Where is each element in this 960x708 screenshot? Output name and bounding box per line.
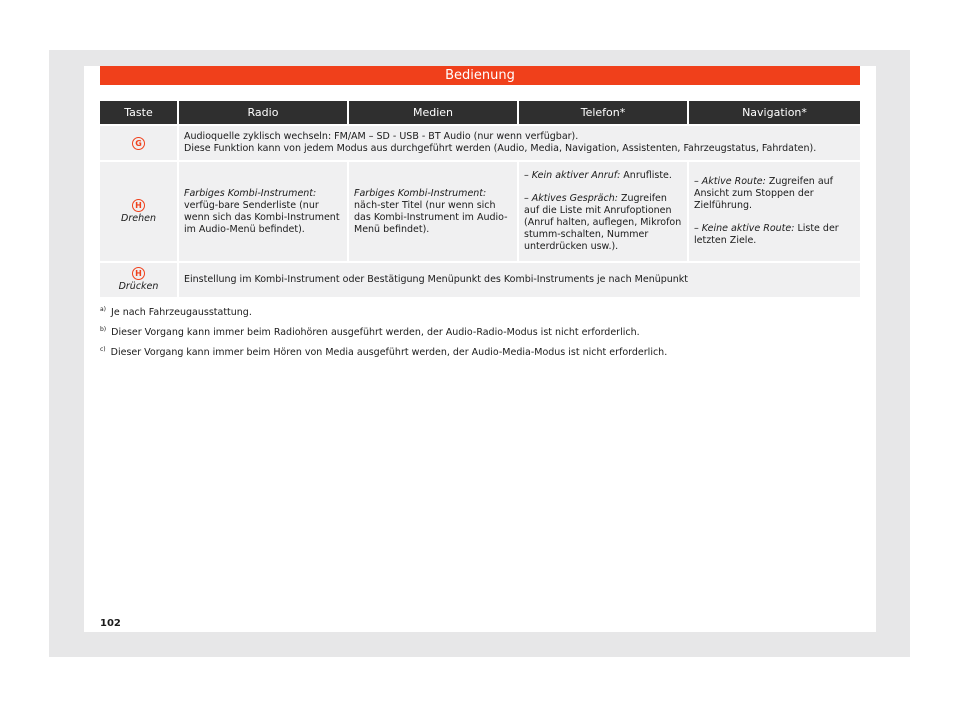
phone-turn-text-2: Zugreifen auf die Liste mit Anrufoptionen (Anruf halten, auflegen, Mikrofon stumm-schalten, Nummer unterdrücken usw.). [524, 193, 682, 252]
cell-radio-turn [178, 161, 348, 262]
table-row-h-turn [100, 161, 860, 262]
column-header-medien: Medien [348, 101, 518, 125]
column-header-telefon: Telefon* [518, 101, 688, 125]
footnote-mark: c) [100, 346, 106, 353]
nav-turn-label-2: Keine aktive Route: [701, 223, 795, 234]
table-row-g [100, 125, 860, 161]
footnote-b [100, 324, 860, 339]
key-cell-g [100, 125, 178, 161]
button-h-icon: H [132, 199, 145, 212]
phone-turn-text-1: Anrufliste. [620, 170, 672, 181]
row-g-line-1: Audioquelle zyklisch wechseln: FM/AM – SD - USB - BT Audio (nur wenn verfügbar). [184, 131, 579, 142]
column-header-navigation: Navigation* [688, 101, 860, 125]
cell-phone-turn [518, 161, 688, 262]
row-g-description [178, 125, 860, 161]
nav-turn-item-2 [694, 223, 855, 247]
button-g-icon: G [132, 137, 145, 150]
row-g-line-2: Diese Funktion kann von jedem Modus aus durchgeführt werden (Audio, Media, Navigation, Assistenten, Fahrzeugstatus, Fahrdaten). [184, 143, 817, 154]
column-header-radio: Radio [178, 101, 348, 125]
nav-turn-label-1: Aktive Route: [701, 176, 766, 187]
key-cell-h-turn [100, 161, 178, 262]
footnote-text: Je nach Fahrzeugausstattung. [111, 307, 252, 318]
cell-media-turn [348, 161, 518, 262]
cell-nav-turn [688, 161, 860, 262]
table-row-h-press [100, 262, 860, 297]
footnotes [100, 304, 860, 364]
page-number: 102 [100, 618, 121, 629]
footnote-mark: a) [100, 306, 107, 313]
nav-turn-text-2: Liste der letzten Ziele. [694, 223, 839, 246]
key-label-druecken: Drücken [118, 281, 159, 292]
key-cell-h-press [100, 262, 178, 297]
radio-turn-text: verfüg-bare Senderliste (nur wenn sich das Kombi-Instrument im Audio-Menü befindet). [184, 199, 340, 235]
footnote-text: Dieser Vorgang kann immer beim Radiohören ausgeführt werden, der Audio-Radio-Modus ist nicht erforderlich. [111, 327, 640, 338]
button-h-icon: H [132, 267, 145, 280]
nav-turn-text-1: Zugreifen auf Ansicht zum Stoppen der Zielführung. [694, 176, 834, 211]
media-turn-text: näch-ster Titel (nur wenn sich das Kombi-Instrument im Audio-Menü befindet). [354, 199, 508, 235]
table-header-row [100, 101, 860, 125]
footnote-text: Dieser Vorgang kann immer beim Hören von Media ausgeführt werden, der Audio-Media-Modus ist nicht erforderlich. [110, 347, 668, 358]
footnote-mark: b) [100, 326, 107, 333]
bullet-dash: – [694, 176, 702, 187]
key-label-drehen: Drehen [121, 212, 156, 224]
bullet-dash: – [524, 193, 532, 204]
bullet-dash: – [694, 223, 702, 234]
footnote-a [100, 304, 860, 319]
nav-turn-item-1 [694, 176, 855, 212]
phone-turn-item-2 [524, 193, 682, 253]
media-turn-label: Farbiges Kombi-Instrument: [354, 187, 487, 199]
bullet-dash: – [524, 170, 532, 181]
footnote-c [100, 344, 860, 359]
phone-turn-item-1 [524, 170, 682, 182]
phone-turn-label-1: Kein aktiver Anruf: [531, 170, 621, 181]
phone-turn-label-2: Aktives Gespräch: [531, 193, 618, 204]
column-header-taste: Taste [100, 101, 178, 125]
section-header: Bedienung [100, 66, 860, 85]
controls-table [100, 101, 860, 297]
radio-turn-label: Farbiges Kombi-Instrument: [184, 187, 317, 199]
row-h-press-description: Einstellung im Kombi-Instrument oder Bestätigung Menüpunkt des Kombi-Instruments je nach Menüpunkt [178, 262, 860, 297]
